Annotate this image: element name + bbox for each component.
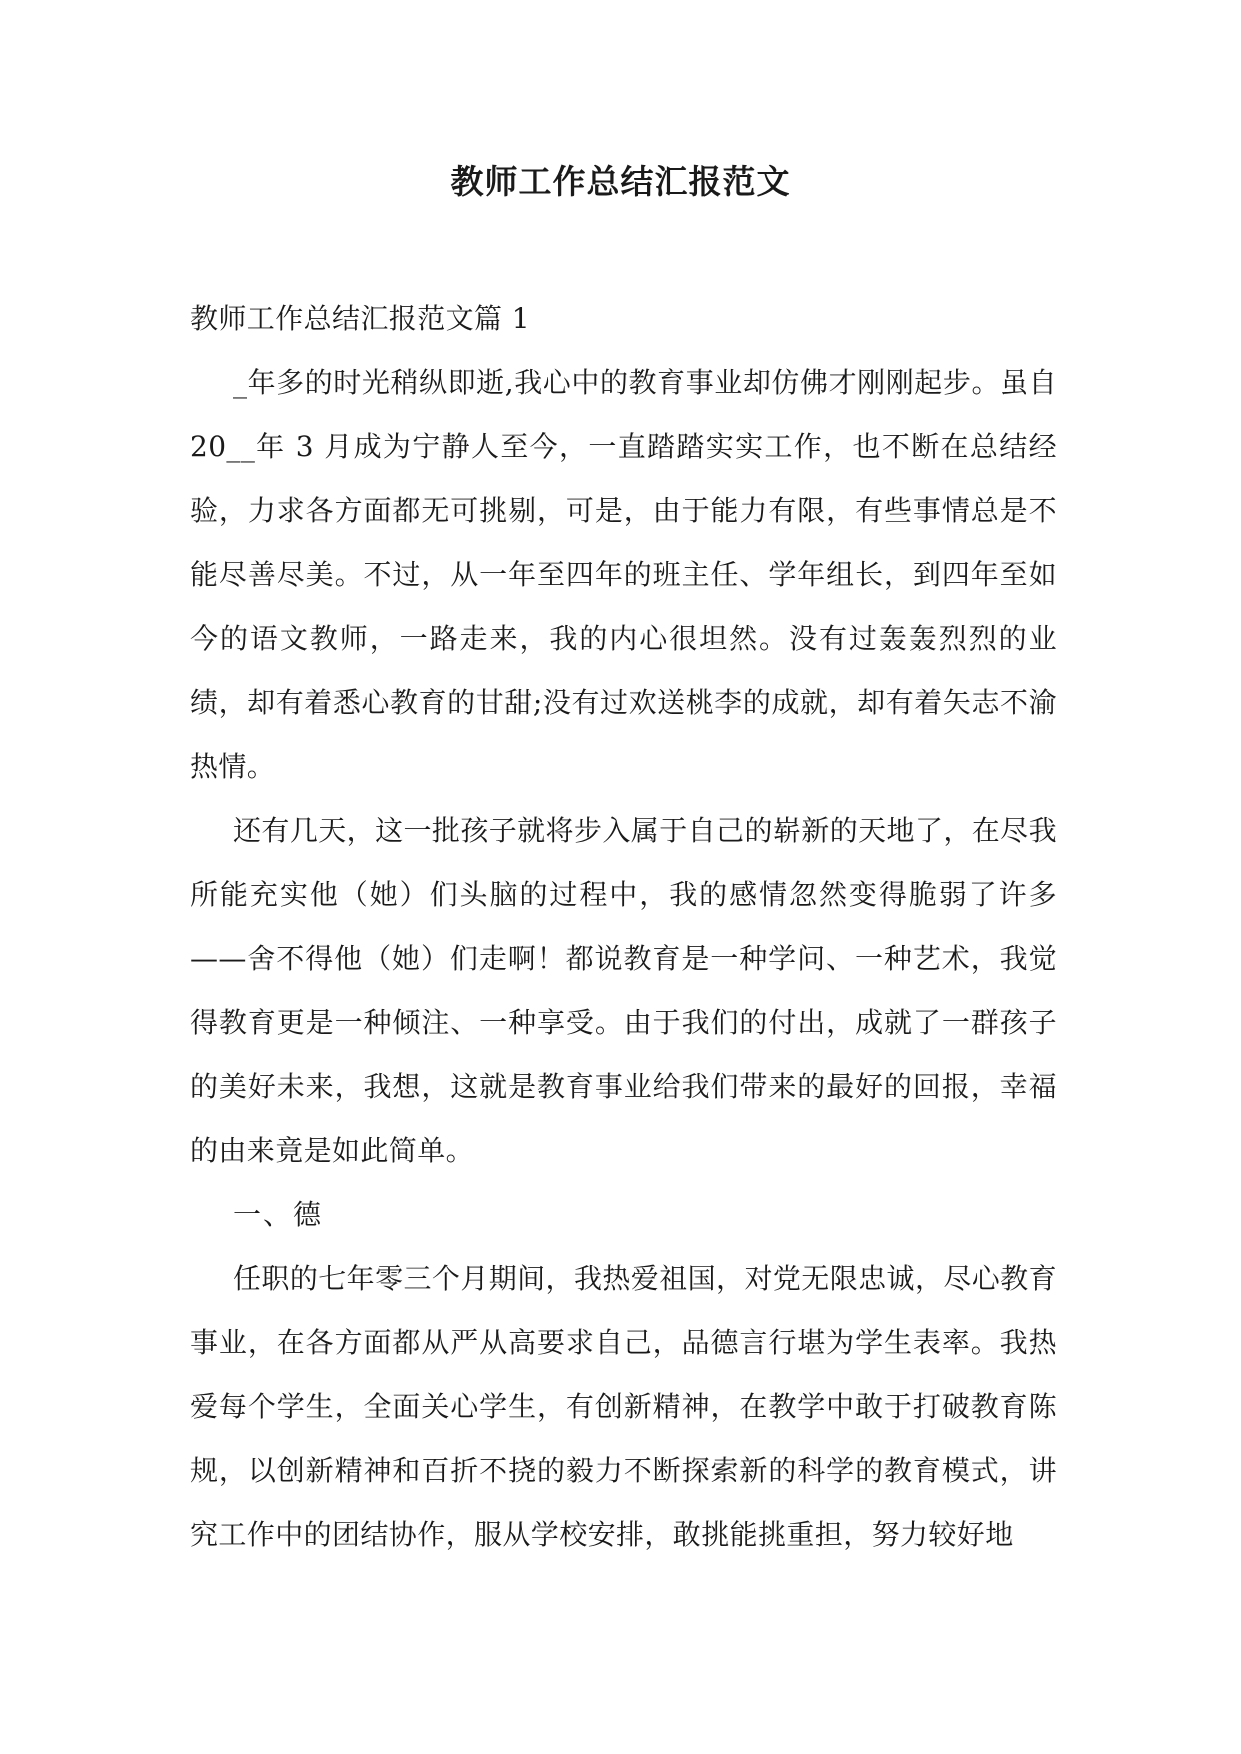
paragraph-1: _年多的时光稍纵即逝,我心中的教育事业却仿佛才刚刚起步。虽自 20__年 3 月成为宁静人至今，一直踏踏实实工作，也不断在总结经验，力求各方面都无可挑剔，可是，由于能力有限，有些事情总是不能尽善尽美。不过，从一年至四年的班主任、学年组长，到四年至如今的语文教师，一路走来，我的内心很坦然。没有过轰轰烈烈的业绩，却有着悉心教育的甘甜;没有过欢送桃李的成就，却有着矢志不渝热情。 [190,366,1057,783]
paragraph-2: 还有几天，这一批孩子就将步入属于自己的崭新的天地了，在尽我所能充实他（她）们头脑的过程中，我的感情忽然变得脆弱了许多——舍不得他（她）们走啊！都说教育是一种学问、一种艺术，我觉得教育更是一种倾注、一种享受。由于我们的付出，成就了一群孩子的美好未来，我想，这就是教育事业给我们带来的最好的回报，幸福的由来竟是如此简单。 [190,814,1057,1167]
paragraph-3: 任职的七年零三个月期间，我热爱祖国，对党无限忠诚，尽心教育事业，在各方面都从严从高要求自己，品德言行堪为学生表率。我热爱每个学生，全面关心学生，有创新精神，在教学中敢于打破教育陈规，以创新精神和百折不挠的毅力不断探索新的科学的教育模式，讲究工作中的团结协作，服从学校安排，敢挑能挑重担，努力较好地 [190,1262,1057,1551]
document-body [190,287,1057,1567]
heading-virtue: 一、德 [233,1198,324,1231]
document-title: 教师工作总结汇报范文 [450,162,791,201]
section-title: 教师工作总结汇报范文篇 1 [190,302,530,335]
